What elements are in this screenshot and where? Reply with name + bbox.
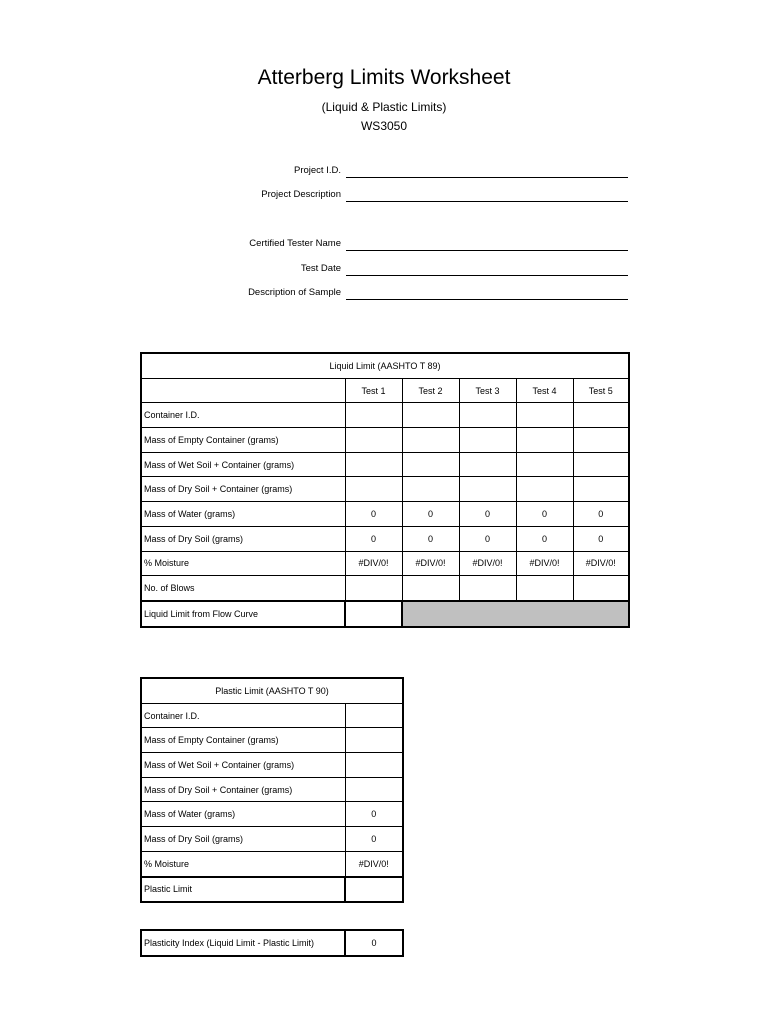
table-row: [141, 728, 403, 753]
row-label: Mass of Dry Soil (grams): [141, 827, 345, 852]
cell[interactable]: [516, 403, 573, 428]
row-label: Container I.D.: [141, 403, 345, 428]
page-title: Atterberg Limits Worksheet: [257, 66, 511, 89]
cell[interactable]: [573, 403, 629, 428]
cell[interactable]: [345, 477, 402, 502]
table-row: [141, 576, 629, 601]
cell: #DIV/0!: [459, 551, 516, 576]
cell[interactable]: [573, 576, 629, 601]
cell[interactable]: [345, 728, 403, 753]
cell[interactable]: [345, 452, 402, 477]
test-2-header: Test 2: [402, 378, 459, 403]
plasticity-index-label: Plasticity Index (Liquid Limit - Plastic Limit): [141, 930, 345, 956]
row-label: Mass of Water (grams): [141, 802, 345, 827]
table-row: [141, 502, 629, 527]
project-id-row: [150, 158, 628, 178]
cell[interactable]: [516, 452, 573, 477]
header-blank: [141, 378, 345, 403]
table-row: [141, 428, 629, 453]
test-date-row: [150, 256, 628, 276]
cell[interactable]: [516, 428, 573, 453]
row-label: Container I.D.: [141, 703, 345, 728]
cell[interactable]: [459, 452, 516, 477]
tester-name-field[interactable]: [346, 250, 628, 251]
project-description-label: Project Description: [261, 189, 341, 200]
table-row: [141, 551, 629, 576]
project-id-label: Project I.D.: [294, 165, 341, 176]
row-label: Mass of Empty Container (grams): [141, 728, 345, 753]
project-description-row: [150, 182, 628, 202]
cell: 0: [345, 526, 402, 551]
cell: 0: [573, 526, 629, 551]
row-label: Mass of Dry Soil + Container (grams): [141, 477, 345, 502]
liquid-limit-title: Liquid Limit (AASHTO T 89): [141, 353, 629, 378]
liquid-limit-value[interactable]: [345, 601, 402, 627]
table-row: [141, 378, 629, 403]
test-date-label: Test Date: [300, 263, 341, 274]
test-5-header: Test 5: [573, 378, 629, 403]
table-row: [141, 403, 629, 428]
plastic-limit-value[interactable]: [345, 877, 403, 903]
cell[interactable]: [345, 777, 403, 802]
cell[interactable]: [459, 428, 516, 453]
table-row: [141, 703, 403, 728]
cell: 0: [459, 526, 516, 551]
cell[interactable]: [459, 576, 516, 601]
row-label: Mass of Wet Soil + Container (grams): [141, 452, 345, 477]
tester-name-label: Certified Tester Name: [249, 238, 341, 249]
row-label: Mass of Wet Soil + Container (grams): [141, 753, 345, 778]
cell[interactable]: [402, 428, 459, 453]
plastic-limit-table: [140, 677, 404, 903]
cell: #DIV/0!: [516, 551, 573, 576]
test-4-header: Test 4: [516, 378, 573, 403]
page-subtitle: (Liquid & Plastic Limits): [321, 100, 447, 114]
plastic-limit-label: Plastic Limit: [141, 877, 345, 903]
cell[interactable]: [573, 428, 629, 453]
cell: 0: [516, 526, 573, 551]
table-row: [141, 802, 403, 827]
project-description-field[interactable]: [346, 201, 628, 202]
row-label: Mass of Dry Soil (grams): [141, 526, 345, 551]
cell: #DIV/0!: [573, 551, 629, 576]
cell: #DIV/0!: [345, 851, 403, 876]
worksheet-code: WS3050: [360, 119, 408, 133]
table-row: [141, 353, 629, 378]
row-label: % Moisture: [141, 551, 345, 576]
row-label: Mass of Dry Soil + Container (grams): [141, 777, 345, 802]
sample-description-label: Description of Sample: [248, 287, 341, 298]
plastic-limit-title: Plastic Limit (AASHTO T 90): [141, 678, 403, 703]
table-row: [141, 452, 629, 477]
row-label: Mass of Water (grams): [141, 502, 345, 527]
table-row: [141, 930, 403, 956]
table-row: [141, 601, 629, 627]
project-id-field[interactable]: [346, 177, 628, 178]
cell: 0: [516, 502, 573, 527]
cell[interactable]: [402, 403, 459, 428]
cell: 0: [345, 827, 403, 852]
cell: 0: [573, 502, 629, 527]
table-row: [141, 678, 403, 703]
cell: 0: [345, 802, 403, 827]
table-row: [141, 827, 403, 852]
table-row: [141, 777, 403, 802]
liquid-limit-label: Liquid Limit from Flow Curve: [141, 601, 345, 627]
liquid-limit-table: [140, 352, 630, 628]
cell: #DIV/0!: [345, 551, 402, 576]
test-3-header: Test 3: [459, 378, 516, 403]
row-label: No. of Blows: [141, 576, 345, 601]
cell[interactable]: [516, 576, 573, 601]
table-row: [141, 877, 403, 903]
cell[interactable]: [459, 403, 516, 428]
plasticity-index-table: [140, 929, 404, 957]
row-label: % Moisture: [141, 851, 345, 876]
table-row: [141, 477, 629, 502]
cell[interactable]: [402, 452, 459, 477]
table-row: [141, 851, 403, 876]
cell[interactable]: [402, 576, 459, 601]
table-row: [141, 753, 403, 778]
cell: #DIV/0!: [402, 551, 459, 576]
shaded-cell: [402, 601, 629, 627]
cell[interactable]: [402, 477, 459, 502]
cell: 0: [402, 502, 459, 527]
test-1-header: Test 1: [345, 378, 402, 403]
cell[interactable]: [459, 477, 516, 502]
cell[interactable]: [345, 428, 402, 453]
cell[interactable]: [516, 477, 573, 502]
sample-description-row: [150, 280, 628, 300]
cell[interactable]: [345, 753, 403, 778]
cell[interactable]: [345, 703, 403, 728]
row-label: Mass of Empty Container (grams): [141, 428, 345, 453]
cell[interactable]: [573, 452, 629, 477]
table-row: [141, 526, 629, 551]
tester-name-row: [150, 231, 628, 251]
test-date-field[interactable]: [346, 275, 628, 276]
cell: 0: [345, 502, 402, 527]
cell[interactable]: [345, 403, 402, 428]
sample-description-field[interactable]: [346, 299, 628, 300]
cell[interactable]: [573, 477, 629, 502]
cell[interactable]: [345, 576, 402, 601]
cell: 0: [402, 526, 459, 551]
cell: 0: [459, 502, 516, 527]
plasticity-index-value: 0: [345, 930, 403, 956]
